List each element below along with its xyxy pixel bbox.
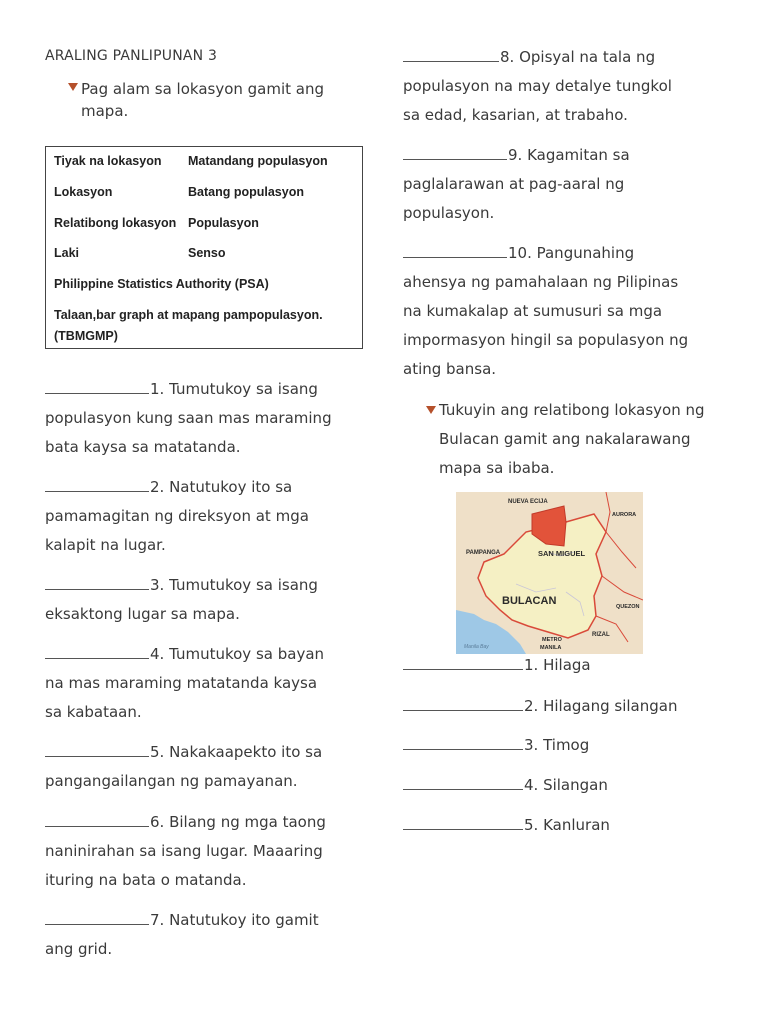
term: Matandang populasyon: [188, 154, 328, 168]
answer-blank[interactable]: [45, 909, 149, 925]
answer-blank[interactable]: [403, 46, 499, 62]
question-9: 9. Kagamitan sa paglalarawan at pag-aaral ng populasyon.: [403, 146, 630, 222]
instruction-relative-location: [423, 396, 723, 483]
arrow-bullet-icon: [423, 404, 439, 416]
arrow-bullet-icon: [65, 81, 81, 93]
label-manila-bay: Manila Bay: [464, 644, 489, 650]
question-3: 3. Tumutukoy sa isang eksaktong lugar sa mapa.: [45, 576, 318, 623]
question-7: 7. Natutukoy ito gamit ang grid.: [45, 911, 319, 958]
question-2: 2. Natutukoy ito sa pamamagitan ng direksyon at mga kalapit na lugar.: [45, 478, 309, 554]
term: Populasyon: [188, 216, 259, 230]
label-rizal: RIZAL: [592, 632, 610, 638]
direction-1: 1. Hilaga: [403, 651, 591, 680]
answer-blank[interactable]: [45, 476, 149, 492]
instruction-text: Pag alam sa lokasyon gamit ang mapa.: [81, 80, 325, 120]
question-1: 1. Tumutukoy sa isang populasyon kung saan mas maraming bata kaysa sa matatanda.: [45, 380, 332, 456]
answer-blank[interactable]: [403, 695, 523, 711]
term: Laki: [54, 246, 80, 260]
question-4: 4. Tumutukoy sa bayan na mas maraming matatanda kaysa sa kabataan.: [45, 645, 325, 721]
term-box: [45, 146, 363, 349]
answer-blank[interactable]: [45, 811, 149, 827]
label-aurora: AURORA: [612, 512, 637, 518]
label-manila: MANILA: [540, 645, 562, 651]
direction-4: 4. Silangan: [403, 771, 608, 800]
term: Lokasyon: [54, 185, 113, 199]
answer-blank[interactable]: [403, 144, 507, 160]
subject-title: ARALING PANLIPUNAN 3: [45, 48, 218, 64]
question-10: 10. Pangunahing ahensya ng pamahalaan ng Pilipinas na kumakalap at sumusuri sa mga impormasyon hingil sa populasyon ng ating bansa.: [403, 244, 689, 378]
answer-blank[interactable]: [403, 774, 523, 790]
term-tbm-abbr: (TBMGMP): [54, 329, 118, 343]
term-tbm: Talaan,bar graph at mapang pampopulasyon.: [54, 308, 323, 322]
instruction-text: Tukuyin ang relatibong lokasyon ng Bulacan gamit ang nakalarawang mapa sa ibaba.: [439, 401, 705, 477]
instruction-location-map: [65, 78, 365, 122]
answer-blank[interactable]: [45, 378, 149, 394]
label-san-miguel: SAN MIGUEL: [538, 549, 586, 558]
label-metro: METRO: [542, 637, 562, 643]
direction-2: 2. Hilagang silangan: [403, 692, 677, 721]
answer-blank[interactable]: [403, 654, 523, 670]
term: Batang populasyon: [188, 185, 304, 199]
label-pampanga: PAMPANGA: [466, 550, 501, 556]
answer-blank[interactable]: [45, 741, 149, 757]
direction-3: 3. Timog: [403, 731, 589, 760]
bulacan-map: [456, 492, 643, 654]
answer-blank[interactable]: [403, 734, 523, 750]
answer-blank[interactable]: [45, 574, 149, 590]
term: Tiyak na lokasyon: [54, 154, 162, 168]
term: Relatibong lokasyon: [54, 216, 177, 230]
answer-blank[interactable]: [45, 643, 149, 659]
label-bulacan: BULACAN: [502, 595, 557, 607]
label-quezon: QUEZON: [616, 604, 640, 610]
label-nueva-ecija: NUEVA ECIJA: [508, 499, 548, 505]
direction-5: 5. Kanluran: [403, 811, 610, 840]
question-8: 8. Opisyal na tala ng populasyon na may detalye tungkol sa edad, kasarian, at trabaho.: [403, 48, 672, 124]
question-5: 5. Nakakaapekto ito sa pangangailangan ng pamayanan.: [45, 743, 323, 790]
term: Senso: [188, 246, 226, 260]
answer-blank[interactable]: [403, 814, 523, 830]
term-psa: Philippine Statistics Authority (PSA): [54, 277, 269, 291]
answer-blank[interactable]: [403, 242, 507, 258]
question-6: 6. Bilang ng mga taong naninirahan sa isang lugar. Maaaring ituring na bata o matanda.: [45, 813, 326, 889]
